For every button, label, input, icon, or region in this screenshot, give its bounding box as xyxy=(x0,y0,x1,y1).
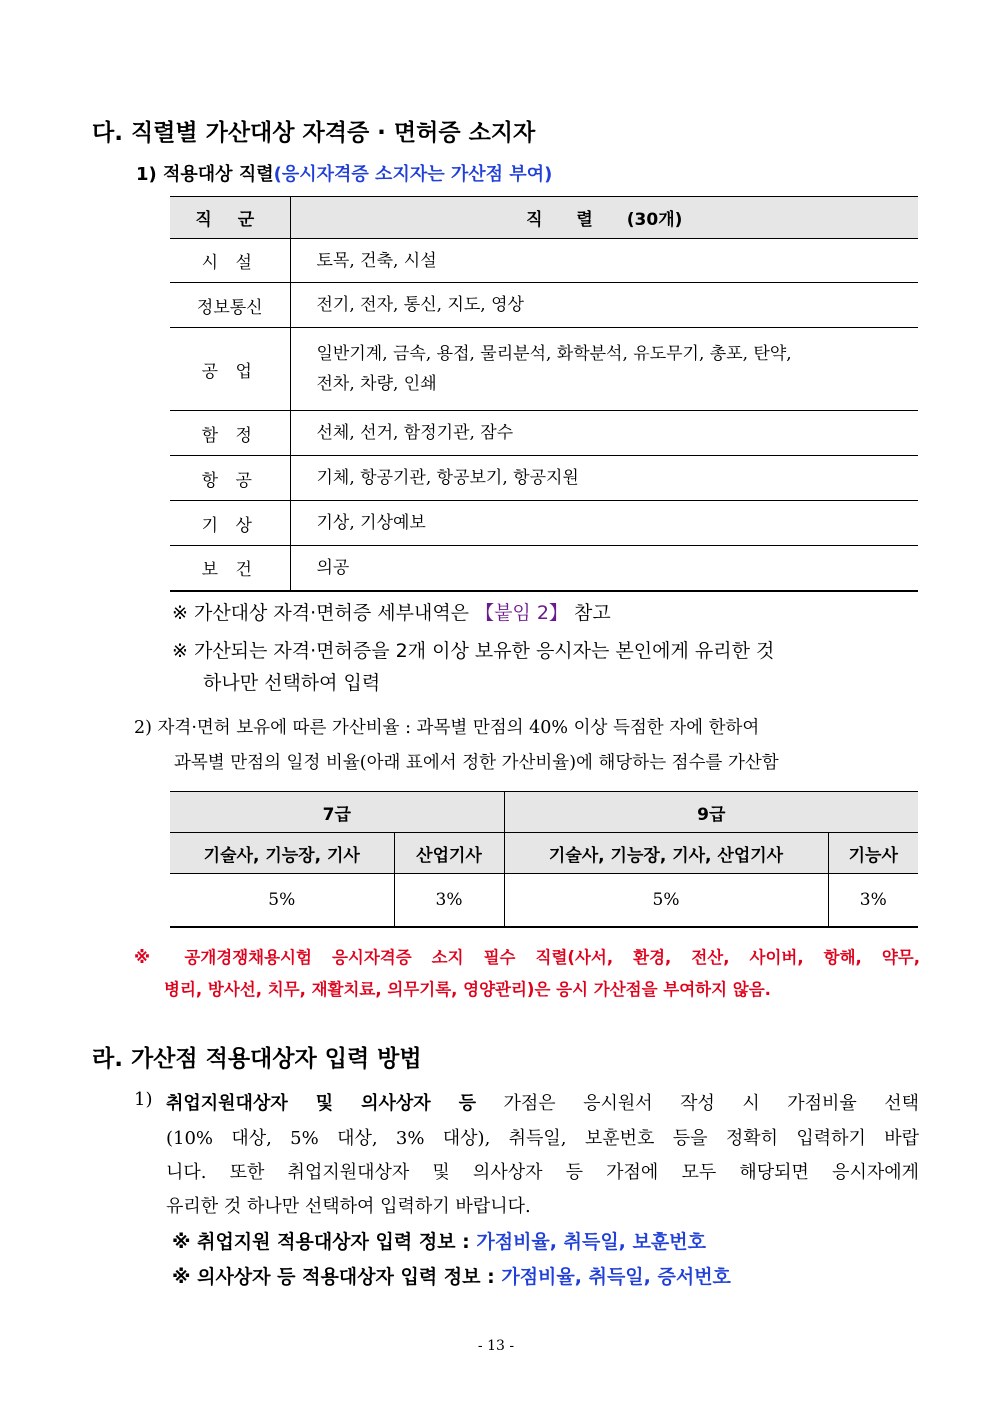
series-cell: 기상, 기상예보 xyxy=(290,501,918,546)
table-row xyxy=(170,283,918,328)
bonus-rate-table xyxy=(170,791,918,928)
note1-text: ※ 가산대상 자격·면허증 세부내역은 xyxy=(172,602,476,624)
grade-header-row xyxy=(170,792,918,833)
sub1-prefix: 1) 적용대상 직렬 xyxy=(136,164,274,185)
attachment-ref: 【붙임 2】 xyxy=(475,602,568,624)
p1-bold-term: 취업지원대상자 및 의사상자 등 xyxy=(166,1093,477,1114)
rate-cell: 5% xyxy=(504,874,828,928)
section-ra-title: 라. 가산점 적용대상자 입력 방법 xyxy=(92,1046,422,1072)
rate-row xyxy=(170,874,918,928)
sub2-line2: 과목별 만점의 일정 비율(아래 표에서 정한 가산비율)에 해당하는 점수를 가산함 xyxy=(174,753,779,773)
group-cell: 보 건 xyxy=(170,546,290,591)
info2-label: ※ 의사상자 등 적용대상자 입력 정보 : xyxy=(172,1266,502,1288)
g9-cert-b: 기능사 xyxy=(828,833,918,874)
sub2-line1: 2) 자격·면허 보유에 따른 가산비율 : 과목별 만점의 40% 이상 득점한 자에 한하여 xyxy=(134,718,760,738)
rate-cell: 5% xyxy=(170,874,394,928)
info-righteous-person xyxy=(172,1262,731,1289)
grade7-header: 7급 xyxy=(170,792,504,833)
g7-cert-a: 기술사, 기능장, 기사 xyxy=(170,833,394,874)
p1-line4: 유리한 것 하나만 선택하여 입력하기 바랍니다. xyxy=(166,1196,531,1217)
series-line: 일반기계, 금속, 용접, 물리분석, 화학분석, 유도무기, 총포, 탄약, xyxy=(316,344,792,364)
g7-cert-b: 산업기사 xyxy=(394,833,504,874)
header-group: 직 군 xyxy=(170,197,290,239)
series-cell: 기체, 항공기관, 항공보기, 항공지원 xyxy=(290,456,918,501)
info1-value: 가점비율, 취득일, 보훈번호 xyxy=(476,1231,706,1253)
series-cell: 전기, 전자, 통신, 지도, 영상 xyxy=(290,283,918,328)
note1-suffix: 참고 xyxy=(567,602,611,624)
series-cell: 선체, 선거, 함정기관, 잠수 xyxy=(290,411,918,456)
info2-value: 가점비율, 취득일, 증서번호 xyxy=(501,1266,731,1288)
series-cell xyxy=(290,328,918,411)
rate-cell: 3% xyxy=(394,874,504,928)
grade9-header: 9급 xyxy=(504,792,918,833)
table-row xyxy=(170,328,918,411)
p1-number: 1) xyxy=(134,1089,153,1110)
table-row xyxy=(170,411,918,456)
info-employment-support xyxy=(172,1227,706,1254)
note-multiple-line1: ※ 가산되는 자격·면허증을 2개 이상 보유한 응시자는 본인에게 유리한 것 xyxy=(172,640,775,662)
g9-cert-a: 기술사, 기능장, 기사, 산업기사 xyxy=(504,833,828,874)
red-note-line2: 병리, 방사선, 치무, 재활치료, 의무기록, 영양관리)은 응시 가산점을 부여하지 않음. xyxy=(164,980,771,999)
p1-line3: 니다. 또한 취업지원대상자 및 의사상자 등 가점에 모두 해당되면 응시자에게 xyxy=(166,1162,919,1183)
table-row xyxy=(170,239,918,283)
sub1-heading xyxy=(136,160,552,186)
table-row xyxy=(170,501,918,546)
header-series: 직 렬 (30개) xyxy=(290,197,918,239)
series-cell: 토목, 건축, 시설 xyxy=(290,239,918,283)
group-cell: 시 설 xyxy=(170,239,290,283)
red-note-line1: ※ 공개경쟁채용시험 응시자격증 소지 필수 직렬(사서, 환경, 전산, 사이버, 항해, 약무, xyxy=(134,948,920,967)
rate-cell: 3% xyxy=(828,874,918,928)
note-attachment xyxy=(172,598,611,625)
group-cell: 정보통신 xyxy=(170,283,290,328)
series-line: 전차, 차량, 인쇄 xyxy=(316,374,437,394)
cert-header-row xyxy=(170,833,918,874)
group-cell: 항 공 xyxy=(170,456,290,501)
group-cell: 공 업 xyxy=(170,328,290,411)
p1-line2: (10% 대상, 5% 대상, 3% 대상), 취득일, 보훈번호 등을 정확히 입력하기 바랍 xyxy=(166,1128,919,1149)
series-table-header xyxy=(170,197,918,239)
group-cell: 기 상 xyxy=(170,501,290,546)
page-number: - 13 - xyxy=(477,1338,515,1354)
group-cell: 함 정 xyxy=(170,411,290,456)
p1-line1-rest: 가점은 응시원서 작성 시 가점비율 선택 xyxy=(476,1093,919,1114)
note-multiple-line2: 하나만 선택하여 입력 xyxy=(203,672,381,694)
table-row xyxy=(170,546,918,591)
section-da-title: 다. 직렬별 가산대상 자격증 · 면허증 소지자 xyxy=(92,120,536,146)
info1-label: ※ 취업지원 적용대상자 입력 정보 : xyxy=(172,1231,477,1253)
series-cell: 의공 xyxy=(290,546,918,591)
sub1-blue-note: (응시자격증 소지자는 가산점 부여) xyxy=(273,164,553,185)
table-row xyxy=(170,456,918,501)
p1-line1 xyxy=(166,1089,919,1115)
series-table xyxy=(170,196,918,592)
